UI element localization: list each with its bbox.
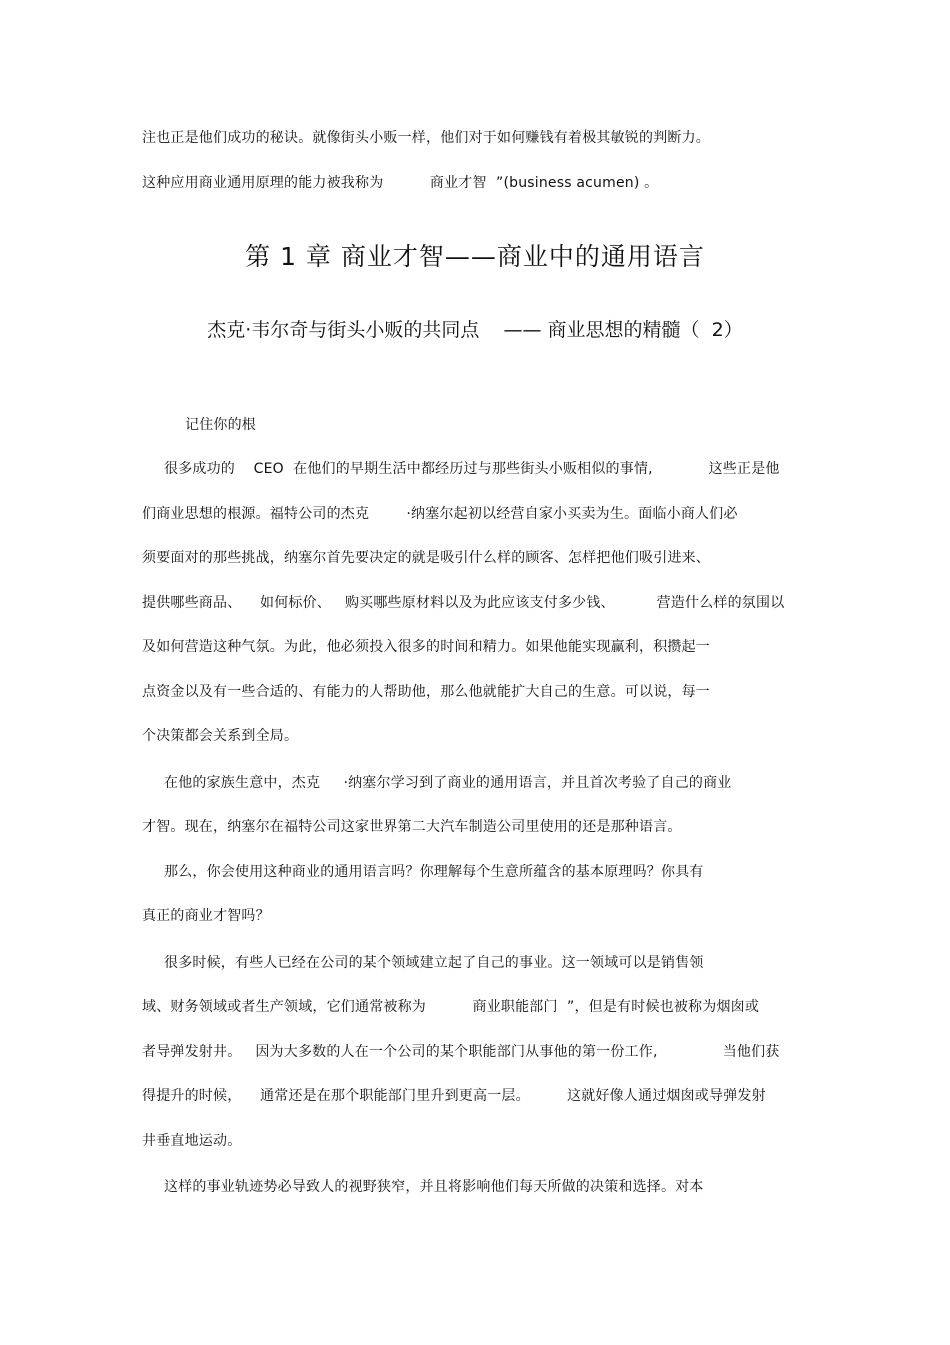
body-line-11: 真正的商业才智吗？ (142, 908, 270, 924)
body-line-15: 得提升的时候， 通常还是在那个职能部门里升到更高一层。 这就好像人通过烟囱或导弹发射 (142, 1088, 766, 1104)
body-line-7: 个决策都会关系到全局。 (142, 728, 299, 744)
body-line-1: 很多成功的 CEO 在他们的早期生活中都经历过与那些街头小贩相似的事情, 这些正是他 (164, 461, 780, 477)
body-line-13: 域、财务领域或者生产领域，它们通常被称为 商业职能部门 ”，但是有时候也被称为烟囱或 (142, 999, 760, 1015)
chapter-title: 第 1 章 商业才智——商业中的通用语言 (245, 242, 705, 271)
body-line-4: 提供哪些商品、 如何标价、 购买哪些原材料以及为此应该支付多少钱、 营造什么样的氛围以 (142, 595, 785, 611)
body-line-2: 们商业思想的根源。福特公司的杰克 ·纳塞尔起初以经营自家小买卖为生。面临小商人们必 (142, 506, 738, 522)
body-line-17: 这样的事业轨迹势必导致人的视野狭窄，并且将影响他们每天所做的决策和选择。对本 (164, 1179, 704, 1195)
body-line-16: 井垂直地运动。 (142, 1133, 242, 1149)
body-line-6: 点资金以及有一些合适的、有能力的人帮助他，那么他就能扩大自己的生意。可以说，每一 (142, 684, 710, 700)
body-line-5: 及如何营造这种气氛。为此，他必须投入很多的时间和精力。如果他能实现赢利，积攒起一 (142, 639, 710, 655)
body-line-10: 那么，你会使用这种商业的通用语言吗？你理解每个生意所蕴含的基本原理吗？你具有 (164, 864, 704, 880)
body-line-12: 很多时候，有些人已经在公司的某个领域建立起了自己的事业。这一领域可以是销售领 (164, 955, 704, 971)
body-line-8: 在他的家族生意中，杰克 ·纳塞尔学习到了商业的通用语言，并且首次考验了自己的商业 (164, 775, 732, 791)
subheading: 记住你的根 (185, 417, 256, 433)
body-line-9: 才智。现在，纳塞尔在福特公司这家世界第二大汽车制造公司里使用的还是那种语言。 (142, 819, 682, 835)
intro-line-2: 这种应用商业通用原理的能力被我称为 商业才智 ”(business acumen) 。 (142, 175, 659, 191)
body-line-3: 须要面对的那些挑战，纳塞尔首先要决定的就是吸引什么样的顾客、怎样把他们吸引进来、 (142, 550, 710, 566)
intro-line-1: 注也正是他们成功的秘诀。就像街头小贩一样，他们对于如何赚钱有着极其敏锐的判断力。 (142, 130, 710, 146)
body-line-14: 者导弹发射井。 因为大多数的人在一个公司的某个职能部门从事他的第一份工作, 当他们获 (142, 1044, 780, 1060)
section-title: 杰克·韦尔奇与街头小贩的共同点 —— 商业思想的精髓（ 2） (207, 319, 743, 341)
